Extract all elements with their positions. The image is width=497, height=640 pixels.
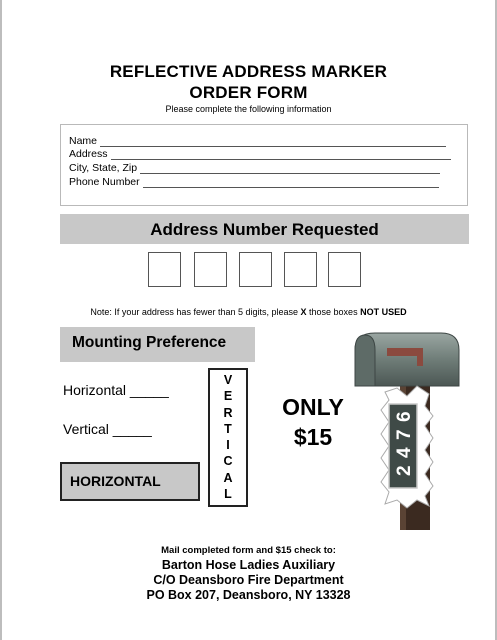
address-line[interactable] — [111, 150, 451, 160]
mounting-preference-heading: Mounting Preference — [60, 327, 255, 362]
address-field[interactable] — [69, 148, 451, 160]
city-state-zip-field[interactable] — [69, 162, 440, 174]
city-state-zip-line[interactable] — [140, 164, 440, 174]
horizontal-option[interactable]: Horizontal _____ — [63, 382, 169, 398]
vertical-letter: A — [223, 470, 233, 485]
name-line[interactable] — [100, 137, 446, 147]
form-title-line2: ORDER FORM — [189, 83, 308, 102]
name-field[interactable] — [69, 135, 446, 147]
horizontal-sample: HORIZONTAL — [60, 462, 200, 501]
vertical-sample — [208, 368, 248, 507]
marker-digit: 4 — [394, 447, 415, 458]
mail-address-line2: C/O Deansboro Fire Department — [153, 573, 344, 587]
note-middle: those boxes — [306, 307, 361, 317]
mailbox-image — [345, 328, 465, 533]
vertical-letter: L — [224, 486, 232, 501]
price-amount: $15 — [293, 424, 333, 450]
digit-box-1[interactable] — [148, 252, 181, 287]
contact-info-box — [60, 124, 468, 206]
marker-digit: 7 — [394, 429, 415, 440]
phone-number-line[interactable] — [143, 178, 439, 188]
digit-box-2[interactable] — [194, 252, 227, 287]
vertical-letter: T — [224, 421, 232, 436]
vertical-letter: V — [223, 373, 233, 387]
city-state-zip-label: City, State, Zip — [69, 162, 138, 174]
vertical-letter: I — [226, 438, 230, 453]
marker-digit: 6 — [394, 411, 415, 422]
note-prefix: Note: If your address has fewer than 5 digits, please — [90, 307, 301, 317]
mail-address-line1: Barton Hose Ladies Auxiliary — [161, 558, 336, 572]
digits-note — [0, 307, 497, 317]
digit-box-4[interactable] — [284, 252, 317, 287]
marker-digit: 2 — [394, 465, 415, 476]
name-label: Name — [69, 135, 98, 147]
mail-address-line3: PO Box 207, Deansboro, NY 13328 — [146, 588, 351, 602]
form-title-line1: REFLECTIVE ADDRESS MARKER — [109, 62, 388, 81]
mail-instruction: Mail completed form and $15 check to: — [161, 545, 336, 556]
vertical-letter: E — [223, 389, 233, 404]
note-x: X — [300, 307, 307, 317]
price-only: ONLY — [282, 394, 344, 420]
mailbox-door — [355, 335, 375, 386]
phone-number-label: Phone Number — [69, 176, 140, 188]
digit-box-3[interactable] — [239, 252, 272, 287]
vertical-option[interactable]: Vertical _____ — [63, 421, 152, 437]
vertical-letter: R — [223, 405, 233, 420]
vertical-letter: C — [223, 454, 233, 469]
form-subtitle: Please complete the following information — [165, 104, 332, 114]
address-number-heading: Address Number Requested — [60, 214, 469, 244]
phone-number-field[interactable] — [69, 176, 439, 188]
address-label: Address — [69, 148, 108, 160]
mailbox-flag-arm — [417, 348, 423, 366]
digit-box-5[interactable] — [328, 252, 361, 287]
note-not-used: NOT USED — [360, 307, 407, 317]
